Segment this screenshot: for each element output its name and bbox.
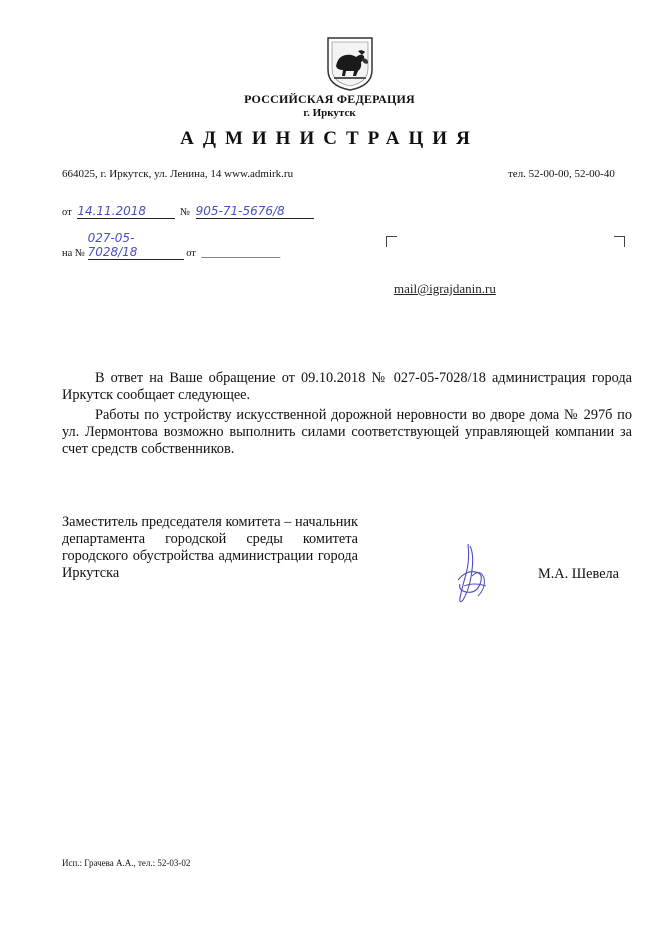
country-title: РОССИЙСКАЯ ФЕДЕРАЦИЯ: [244, 92, 415, 106]
executor-info: Исп.: Грачева А.А., тел.: 52-03-02: [62, 858, 191, 868]
in-reply-label: на №: [62, 248, 85, 259]
recipient-email: mail@igrajdanin.ru: [394, 281, 496, 296]
outgoing-date-field: [77, 204, 175, 219]
number-sign: №: [179, 207, 190, 218]
body-paragraph-1: В ответ на Ваше обращение от 09.10.2018 № 027-05-7028/18 администрация города Иркутск сообщает следующее.: [62, 370, 632, 403]
address-block-corner-left: [386, 236, 397, 247]
outgoing-number-value: 905-71-5676/8: [195, 204, 285, 218]
in-reply-number-field: [88, 231, 184, 260]
in-reply-date-blank: _______________: [201, 248, 281, 259]
in-reply-number-value: 027-05-7028/18: [87, 231, 138, 259]
outgoing-reference: [62, 204, 314, 219]
outgoing-number-field: [196, 204, 314, 219]
organization-title: АДМИНИСТРАЦИЯ: [180, 128, 479, 149]
body-paragraph-2: Работы по устройству искусственной дорожной неровности во дворе дома № 297б по ул. Лермонтова возможно выполнить силами соответствующей управляющей компании за счет средств собственников.: [62, 407, 632, 457]
address-block-corner-right: [614, 236, 625, 247]
incoming-reference: [62, 231, 280, 260]
handwritten-signature: [450, 540, 494, 608]
signatory-position: Заместитель председателя комитета – начальник департамента городской среды комитета городского обустройства администрации города Иркутска: [62, 514, 358, 581]
organization-address: 664025, г. Иркутск, ул. Ленина, 14 www.admirk.ru: [62, 168, 294, 180]
signatory-name: М.А. Шевела: [538, 566, 620, 582]
outgoing-date-value: 14.11.2018: [77, 204, 147, 218]
organization-phones: тел. 52-00-00, 52-00-40: [508, 168, 615, 180]
from-label: от: [62, 207, 72, 218]
city-title: г. Иркутск: [303, 107, 356, 119]
irkutsk-coat-of-arms-emblem: [326, 36, 374, 92]
in-reply-from-label: от: [186, 248, 196, 259]
